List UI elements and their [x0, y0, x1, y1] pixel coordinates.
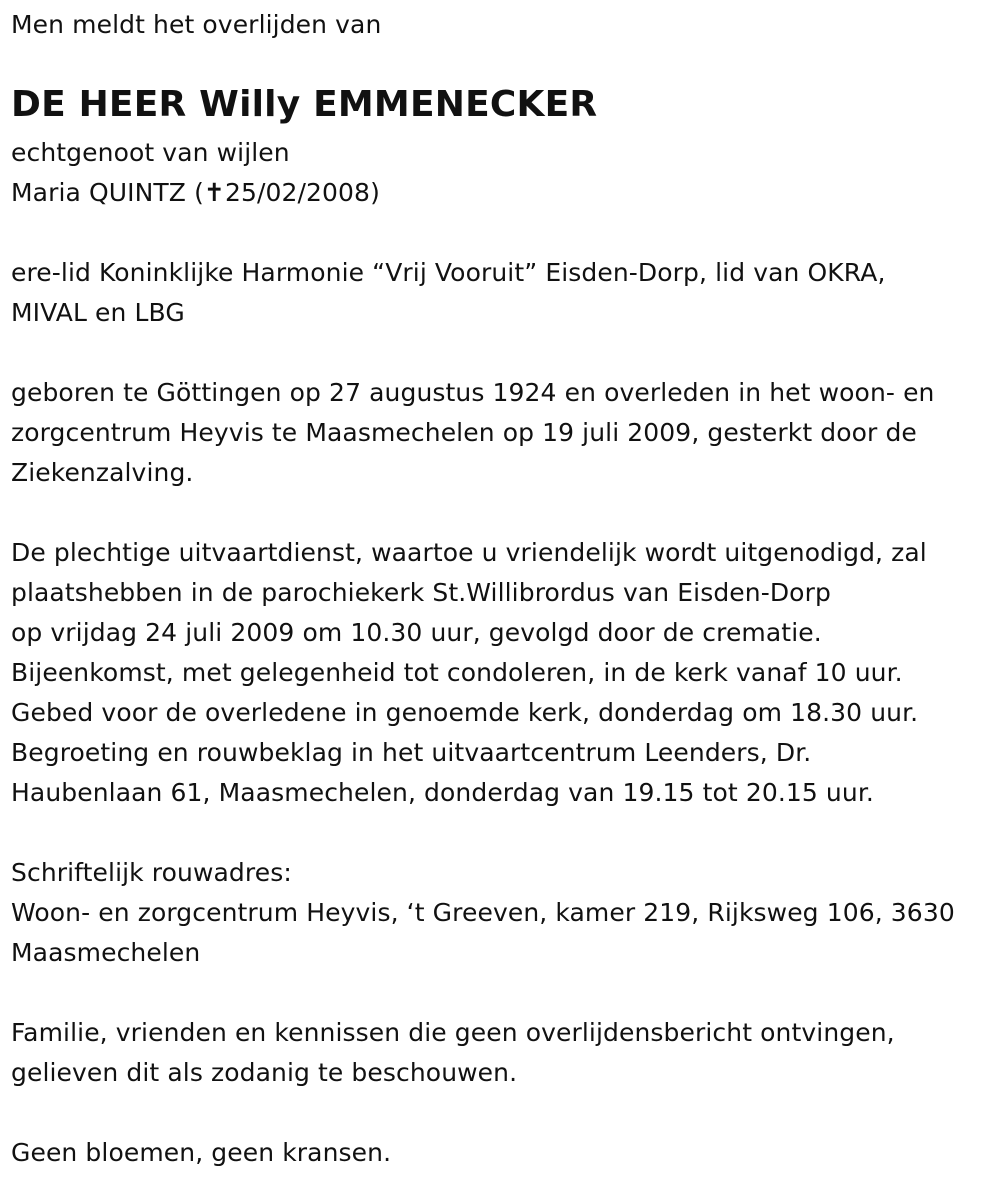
- membership-line: ere-lid Koninklijke Harmonie “Vrij Vooruit” Eisden-Dorp, lid van OKRA,: [11, 258, 886, 287]
- birth-death-line: Ziekenzalving.: [11, 458, 194, 487]
- birth-death-line: geboren te Göttingen op 27 augustus 1924 en overleden in het woon- en: [11, 378, 935, 407]
- no-flowers-text: Geen bloemen, geen kransen.: [11, 1138, 392, 1167]
- family-line: Familie, vrienden en kennissen die geen overlijdensbericht ontvingen,: [11, 1018, 895, 1047]
- service-line: Haubenlaan 61, Maasmechelen, donderdag van 19.15 tot 20.15 uur.: [11, 778, 874, 807]
- spouse-name-line: Maria QUINTZ (✝25/02/2008): [11, 178, 380, 207]
- deceased-name: DE HEER Willy EMMENECKER: [11, 84, 598, 125]
- birth-death-line: zorgcentrum Heyvis te Maasmechelen op 19 juli 2009, gesterkt door de: [11, 418, 917, 447]
- service-line: op vrijdag 24 juli 2009 om 10.30 uur, gevolgd door de crematie.: [11, 618, 822, 647]
- mourning-address-section: [11, 853, 955, 973]
- birth-death-section: [11, 373, 935, 493]
- service-line: De plechtige uitvaartdienst, waartoe u vriendelijk wordt uitgenodigd, zal: [11, 538, 927, 567]
- service-line: Gebed voor de overledene in genoemde kerk, donderdag om 18.30 uur.: [11, 698, 919, 727]
- service-line: Begroeting en rouwbeklag in het uitvaartcentrum Leenders, Dr.: [11, 738, 812, 767]
- family-line: gelieven dit als zodanig te beschouwen.: [11, 1058, 518, 1087]
- funeral-service-section: [11, 533, 927, 813]
- spouse-section: [11, 133, 380, 213]
- address-line: Maasmechelen: [11, 938, 201, 967]
- address-label: Schriftelijk rouwadres:: [11, 858, 292, 887]
- spouse-line: echtgenoot van wijlen: [11, 138, 290, 167]
- service-line: Bijeenkomst, met gelegenheid tot condoleren, in de kerk vanaf 10 uur.: [11, 658, 903, 687]
- address-line: Woon- en zorgcentrum Heyvis, ‘t Greeven, kamer 219, Rijksweg 106, 3630: [11, 898, 955, 927]
- flowers-section: [11, 1133, 391, 1173]
- membership-section: [11, 253, 886, 333]
- membership-line: MIVAL en LBG: [11, 298, 185, 327]
- service-line: plaatshebben in de parochiekerk St.Willibrordus van Eisden-Dorp: [11, 578, 831, 607]
- intro-text: Men meldt het overlijden van: [11, 10, 382, 39]
- family-notice-section: [11, 1013, 895, 1093]
